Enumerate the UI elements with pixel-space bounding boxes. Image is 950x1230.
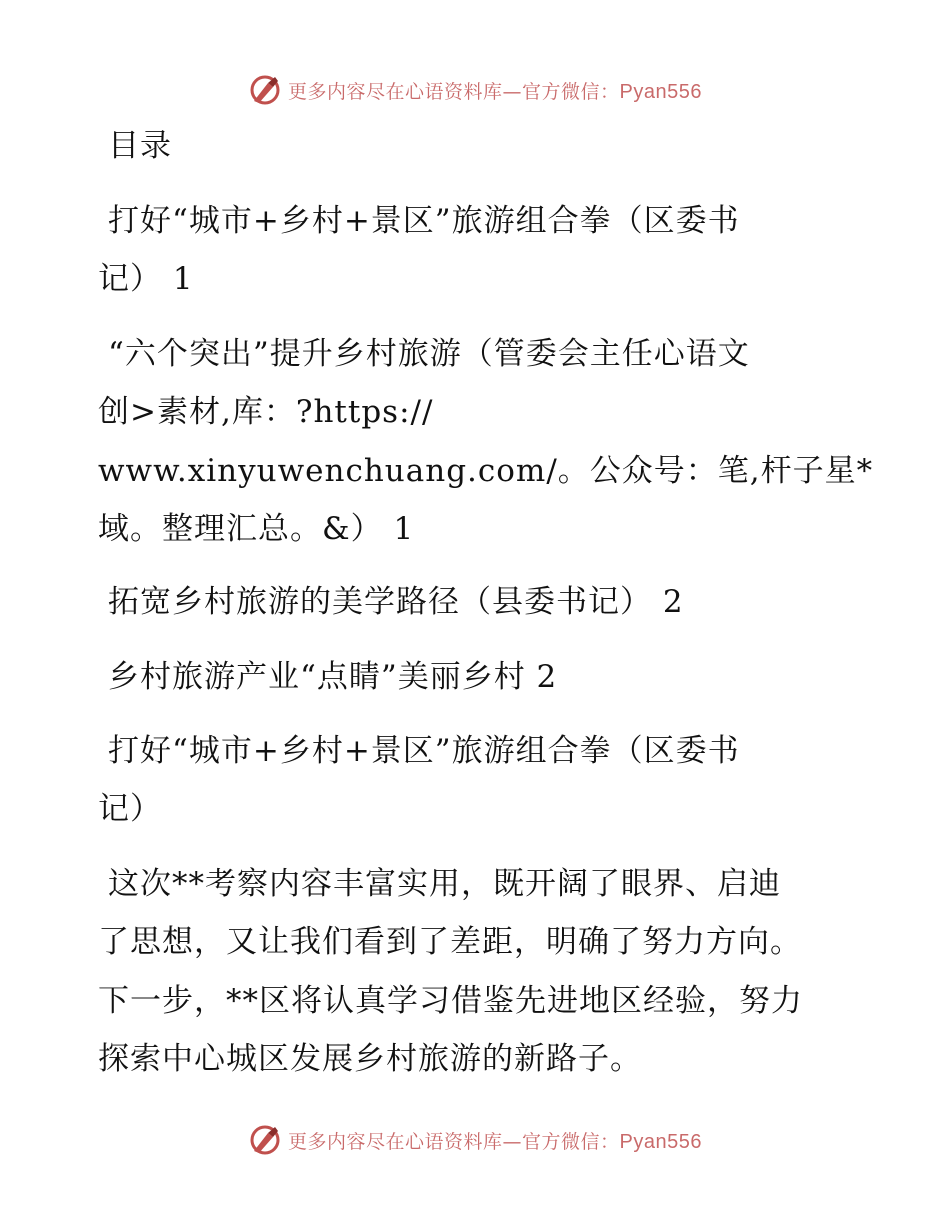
article-paragraph-line3: 下一步，**区将认真学习借鉴先进地区经验，努力 [98,983,803,1019]
article-paragraph-line2: 了思想，又让我们看到了差距，明确了努力方向。 [98,924,802,960]
pen-logo-icon [248,73,282,107]
toc-entry-2-line3[interactable]: www.xinyuwenchuang.com/。公众号：笔,杆子星* [98,453,874,489]
article-title-line2: 记） [98,791,162,827]
toc-entry-2-line2[interactable]: 创>素材,库：?https:// [98,394,434,430]
watermark-account: Pyan556 [619,80,702,103]
toc-entry-1-line2[interactable]: 记） 1 [98,261,194,297]
toc-heading: 目录 [108,128,172,164]
article-paragraph-line4: 探索中心城区发展乡村旅游的新路子。 [98,1041,642,1077]
toc-entry-3[interactable]: 拓宽乡村旅游的美学路径（县委书记） 2 [108,584,684,620]
watermark-label: 更多内容尽在心语资料库—官方微信： [288,1130,620,1153]
watermark-text [288,77,702,104]
watermark-label: 更多内容尽在心语资料库—官方微信： [288,80,620,103]
watermark-text [288,1127,702,1154]
header-watermark [0,70,950,110]
article-title-line1: 打好“城市+乡村+景区”旅游组合拳（区委书 [108,733,740,769]
article-paragraph-line1: 这次**考察内容丰富实用，既开阔了眼界、启迪 [108,866,781,902]
toc-entry-2-line4[interactable]: 域。整理汇总。&） 1 [98,511,415,547]
toc-entry-1-line1[interactable]: 打好“城市+乡村+景区”旅游组合拳（区委书 [108,203,740,239]
pen-logo-icon [248,1123,282,1157]
toc-entry-4[interactable]: 乡村旅游产业“点睛”美丽乡村 2 [108,659,558,695]
watermark-account: Pyan556 [619,1130,702,1153]
toc-entry-2-line1[interactable]: “六个突出”提升乡村旅游（管委会主任心语文 [108,336,750,372]
footer-watermark [0,1120,950,1160]
